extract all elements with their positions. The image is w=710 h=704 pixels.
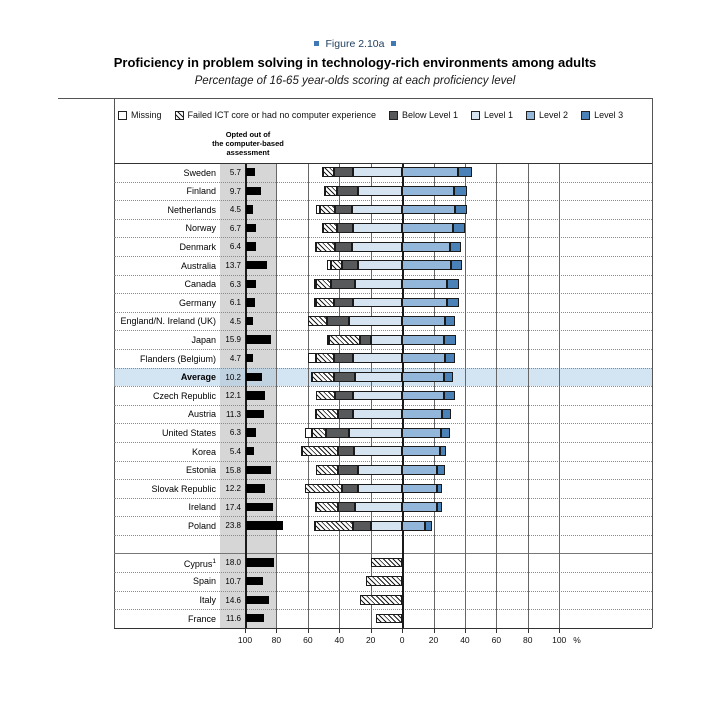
row-separator [114, 498, 652, 499]
country-label: Germany [178, 297, 216, 308]
country-label: Finland [186, 186, 216, 197]
opted-bar [246, 317, 253, 325]
opted-bar [246, 558, 274, 566]
country-footnote-marker: 1 [212, 557, 216, 565]
bar-segment-failed_ict [371, 558, 402, 568]
bar-segment-level_1 [353, 353, 402, 363]
bar-segment-failed_ict [316, 391, 335, 401]
bar-segment-level_2 [402, 372, 444, 382]
opted-bar [246, 428, 256, 436]
bar-segment-below_level_1 [338, 409, 354, 419]
bar-segment-level_3 [444, 372, 453, 382]
opted-value: 6.7 [229, 223, 241, 233]
row-separator [114, 609, 652, 610]
country-label: Netherlands [167, 204, 216, 215]
bar-segment-level_2 [402, 465, 437, 475]
bar-segment-level_2 [402, 260, 451, 270]
bar-segment-failed_ict [302, 446, 338, 456]
bar-segment-failed_ict [316, 242, 336, 252]
bar-segment-below_level_1 [337, 223, 353, 233]
bar-segment-level_1 [371, 335, 402, 345]
bar-segment-below_level_1 [353, 521, 372, 531]
row-separator [114, 293, 652, 294]
row-separator [114, 349, 652, 350]
bar-segment-failed_ict [331, 260, 342, 270]
opted-bar [246, 447, 254, 455]
row-separator [114, 405, 652, 406]
legend-label-failed_ict: Failed ICT core or had no computer experience [187, 110, 376, 120]
row-separator [114, 516, 652, 517]
row-separator [114, 312, 652, 313]
legend-label-level_3: Level 3 [594, 110, 624, 120]
chart-top-border [114, 163, 652, 164]
bar-segment-below_level_1 [331, 279, 355, 289]
opted-value: 10.7 [225, 576, 241, 586]
bar-segment-level_1 [358, 260, 402, 270]
row-separator [114, 330, 652, 331]
bar-segment-level_3 [451, 260, 463, 270]
axis-tick-label: 80 [271, 635, 282, 645]
bar-segment-failed_ict [316, 353, 334, 363]
bar-segment-failed_ict [323, 223, 336, 233]
opted-bar [246, 224, 257, 232]
row-separator [114, 219, 652, 220]
country-label: Estonia [185, 465, 216, 476]
bar-segment-below_level_1 [342, 484, 358, 494]
country-label: Czech Republic [152, 390, 216, 401]
bar-segment-below_level_1 [334, 372, 355, 382]
gridline [528, 163, 529, 628]
bar-segment-level_2 [402, 279, 447, 289]
opted-bar [246, 373, 262, 381]
country-label: Korea [191, 446, 216, 457]
country-label: United States [161, 427, 216, 438]
group-separator [114, 553, 652, 554]
axis-tick-label: 80 [523, 635, 533, 645]
gridline [276, 163, 277, 628]
bar-segment-level_2 [402, 391, 444, 401]
opted-value: 12.1 [225, 391, 241, 401]
bar-segment-level_3 [450, 242, 461, 252]
axis-tick-label: 60 [491, 635, 502, 645]
bar-segment-level_1 [352, 242, 402, 252]
bar-segment-level_3 [445, 353, 455, 363]
country-label: Norway [185, 223, 216, 234]
gridline [308, 163, 309, 628]
bar-segment-level_1 [358, 484, 402, 494]
country-label: Average [180, 372, 216, 383]
bar-segment-below_level_1 [342, 260, 358, 270]
bar-segment-level_3 [444, 391, 455, 401]
bar-segment-level_2 [402, 353, 445, 363]
bar-segment-level_1 [349, 428, 402, 438]
axis-tick-label: 40 [460, 635, 470, 645]
opted-bar [246, 280, 256, 288]
bar-segment-below_level_1 [334, 298, 353, 308]
opted-bar [246, 354, 253, 362]
opted-header-line-1: Opted out of [225, 130, 271, 139]
bar-segment-below_level_1 [335, 391, 353, 401]
bar-segment-failed_ict [320, 205, 336, 215]
bar-segment-below_level_1 [335, 242, 351, 252]
bar-segment-level_2 [402, 205, 455, 215]
opted-header-line-3: assessment [226, 148, 270, 157]
bar-segment-level_2 [402, 409, 442, 419]
country-label: Sweden [183, 167, 216, 178]
bar-segment-level_2 [402, 242, 450, 252]
country-label: Italy [199, 595, 216, 605]
bar-segment-failed_ict [316, 502, 337, 512]
bar-segment-level_2 [402, 298, 447, 308]
bar-segment-level_3 [437, 502, 442, 512]
country-label: Poland [187, 520, 216, 531]
bar-segment-level_2 [402, 186, 454, 196]
country-label: Ireland [188, 502, 216, 513]
opted-bar [246, 168, 255, 176]
bar-segment-level_2 [402, 428, 441, 438]
gridline [496, 163, 497, 628]
bar-segment-level_1 [355, 502, 402, 512]
opted-value: 15.9 [225, 335, 241, 345]
opted-value: 6.3 [229, 428, 241, 438]
axis-tick-label: 100 [237, 635, 253, 645]
legend-label-below_level_1: Below Level 1 [401, 110, 458, 120]
bar-segment-failed_ict [376, 614, 402, 624]
row-separator [114, 572, 652, 573]
bar-segment-level_1 [352, 205, 402, 215]
opted-value: 14.6 [225, 595, 241, 605]
bar-segment-below_level_1 [326, 428, 350, 438]
bar-segment-level_3 [453, 223, 465, 233]
bar-segment-failed_ict [316, 409, 337, 419]
country-label: Australia [180, 260, 216, 271]
opted-bar [246, 614, 264, 622]
bar-segment-level_1 [354, 446, 402, 456]
country-label: Cyprus$^1$ [183, 557, 216, 569]
country-label: Austria [187, 409, 216, 420]
bar-segment-level_2 [402, 335, 444, 345]
bar-segment-level_3 [437, 484, 442, 494]
opted-bar [246, 261, 268, 269]
bar-segment-level_1 [355, 279, 402, 289]
bar-segment-below_level_1 [335, 205, 351, 215]
bar-segment-level_1 [353, 409, 402, 419]
bar-segment-level_1 [349, 316, 402, 326]
opted-bar [246, 596, 269, 604]
opted-value: 11.3 [226, 409, 241, 419]
country-label: Denmark [179, 241, 216, 252]
bar-segment-level_1 [371, 521, 402, 531]
bar-segment-level_2 [402, 521, 425, 531]
opted-value: 23.8 [225, 521, 241, 531]
bar-segment-below_level_1 [337, 186, 358, 196]
row-separator [114, 275, 652, 276]
gridline [559, 163, 560, 628]
bar-segment-level_1 [358, 465, 402, 475]
opted-value: 6.4 [229, 242, 241, 252]
bar-segment-level_3 [440, 446, 445, 456]
opted-bar [246, 242, 256, 250]
opted-value: 5.4 [229, 447, 241, 456]
axis-tick-label: 100 [552, 635, 567, 645]
opted-bar [246, 484, 265, 492]
bar-segment-below_level_1 [334, 167, 353, 177]
bar-segment-level_3 [447, 298, 459, 308]
bar-segment-failed_ict [366, 576, 402, 586]
bar-segment-failed_ict [305, 484, 342, 494]
row-separator [114, 386, 652, 387]
bar-segment-failed_ict [323, 167, 335, 177]
opted-bar [246, 187, 261, 195]
bar-segment-below_level_1 [338, 446, 354, 456]
opted-value: 6.3 [229, 279, 241, 289]
bar-segment-below_level_1 [338, 465, 358, 475]
row-separator [114, 591, 652, 592]
opted-value: 12.2 [225, 484, 241, 494]
legend-label-level_2: Level 2 [539, 110, 569, 120]
bar-segment-failed_ict [315, 521, 353, 531]
opted-bar [246, 205, 253, 213]
bar-segment-below_level_1 [327, 316, 349, 326]
bar-segment-failed_ict [308, 316, 327, 326]
country-label: Canada [184, 279, 216, 290]
opted-bar [246, 503, 273, 511]
bar-segment-level_3 [454, 186, 467, 196]
country-label: Slovak Republic [151, 483, 216, 494]
bar-segment-below_level_1 [338, 502, 355, 512]
axis-tick-label: 20 [428, 635, 439, 645]
bar-segment-failed_ict [325, 186, 337, 196]
bar-segment-missing [308, 353, 317, 363]
bar-segment-level_3 [437, 465, 445, 475]
row-separator [114, 423, 652, 424]
bar-segment-failed_ict [360, 595, 402, 605]
opted-bar [246, 577, 263, 585]
bar-segment-level_3 [455, 205, 467, 215]
chart-bottom-border [114, 628, 652, 629]
bar-segment-level_1 [355, 372, 402, 382]
row-separator [114, 256, 652, 257]
opted-bar [246, 298, 256, 306]
bar-segment-failed_ict [316, 279, 331, 289]
opted-bar [246, 410, 264, 418]
bar-segment-level_3 [458, 167, 472, 177]
opted-bar [246, 391, 265, 399]
bar-segment-failed_ict [329, 335, 360, 345]
bar-segment-failed_ict [312, 372, 333, 382]
bar-segment-failed_ict [316, 298, 334, 308]
bar-segment-level_2 [402, 223, 453, 233]
bar-segment-level_2 [402, 502, 437, 512]
country-label: Flanders (Belgium) [139, 353, 216, 364]
opted-value: 6.1 [229, 298, 241, 308]
row-separator [114, 461, 652, 462]
bar-segment-level_3 [447, 279, 459, 289]
opted-value: 10.2 [225, 372, 241, 382]
bar-segment-level_3 [442, 409, 451, 419]
axis-tick-label: 0 [399, 635, 405, 645]
opted-header-line-2: the computer-based [212, 139, 284, 148]
opted-value: 15.8 [225, 465, 241, 475]
opted-value: 4.5 [229, 205, 241, 215]
axis-tick-label: 20 [365, 635, 376, 645]
country-label: Spain [192, 576, 216, 587]
figure-title: Proficiency in problem solving in technology-rich environments among adults [113, 55, 597, 70]
opted-value: 5.7 [229, 168, 241, 177]
bar-segment-level_3 [445, 316, 455, 326]
bar-segment-level_2 [402, 167, 458, 177]
bar-segment-failed_ict [312, 428, 326, 438]
row-separator [114, 182, 652, 183]
row-separator [114, 368, 652, 369]
bar-segment-below_level_1 [334, 353, 353, 363]
bar-segment-level_3 [444, 335, 457, 345]
bar-segment-failed_ict [316, 465, 338, 475]
opted-value: 11.6 [226, 614, 241, 624]
row-separator [114, 479, 652, 480]
country-label: France [187, 613, 216, 624]
bar-segment-missing [305, 428, 312, 438]
opted-bar [246, 521, 283, 529]
bar-segment-below_level_1 [360, 335, 372, 345]
opted-value: 17.4 [225, 502, 241, 512]
legend-label-missing: Missing [131, 110, 162, 120]
bar-segment-level_3 [441, 428, 450, 438]
figure-label: Figure 2.10a [325, 38, 385, 50]
country-label: England/N. Ireland (UK) [120, 316, 216, 327]
row-separator [114, 535, 652, 536]
bar-segment-level_1 [353, 391, 402, 401]
opted-value: 9.7 [229, 186, 241, 196]
bar-segment-level_2 [402, 316, 445, 326]
bar-segment-level_2 [402, 446, 440, 456]
bar-segment-level_1 [353, 223, 402, 233]
opted-bar [246, 466, 271, 474]
opted-bar [246, 335, 271, 343]
legend-label-level_1: Level 1 [484, 110, 514, 120]
bar-segment-level_3 [425, 521, 432, 531]
figure-subtitle: Percentage of 16-65 year-olds scoring at each proficiency level [194, 75, 516, 87]
bar-segment-level_1 [353, 167, 402, 177]
bar-segment-level_2 [402, 484, 437, 494]
row-separator [114, 200, 652, 201]
opted-value: 4.7 [229, 354, 241, 363]
axis-tick-label: 60 [303, 635, 313, 645]
bar-segment-level_1 [358, 186, 402, 196]
bar-segment-level_1 [353, 298, 402, 308]
opted-value: 18.0 [225, 558, 241, 568]
row-separator [114, 442, 652, 443]
opted-value: 13.7 [225, 261, 241, 270]
axis-tick-label: 40 [334, 635, 344, 645]
axis-percent-label: % [573, 635, 581, 645]
gridline [465, 163, 466, 628]
country-label: Japan [191, 334, 216, 345]
opted-value: 4.5 [229, 316, 241, 326]
row-separator [114, 237, 652, 238]
